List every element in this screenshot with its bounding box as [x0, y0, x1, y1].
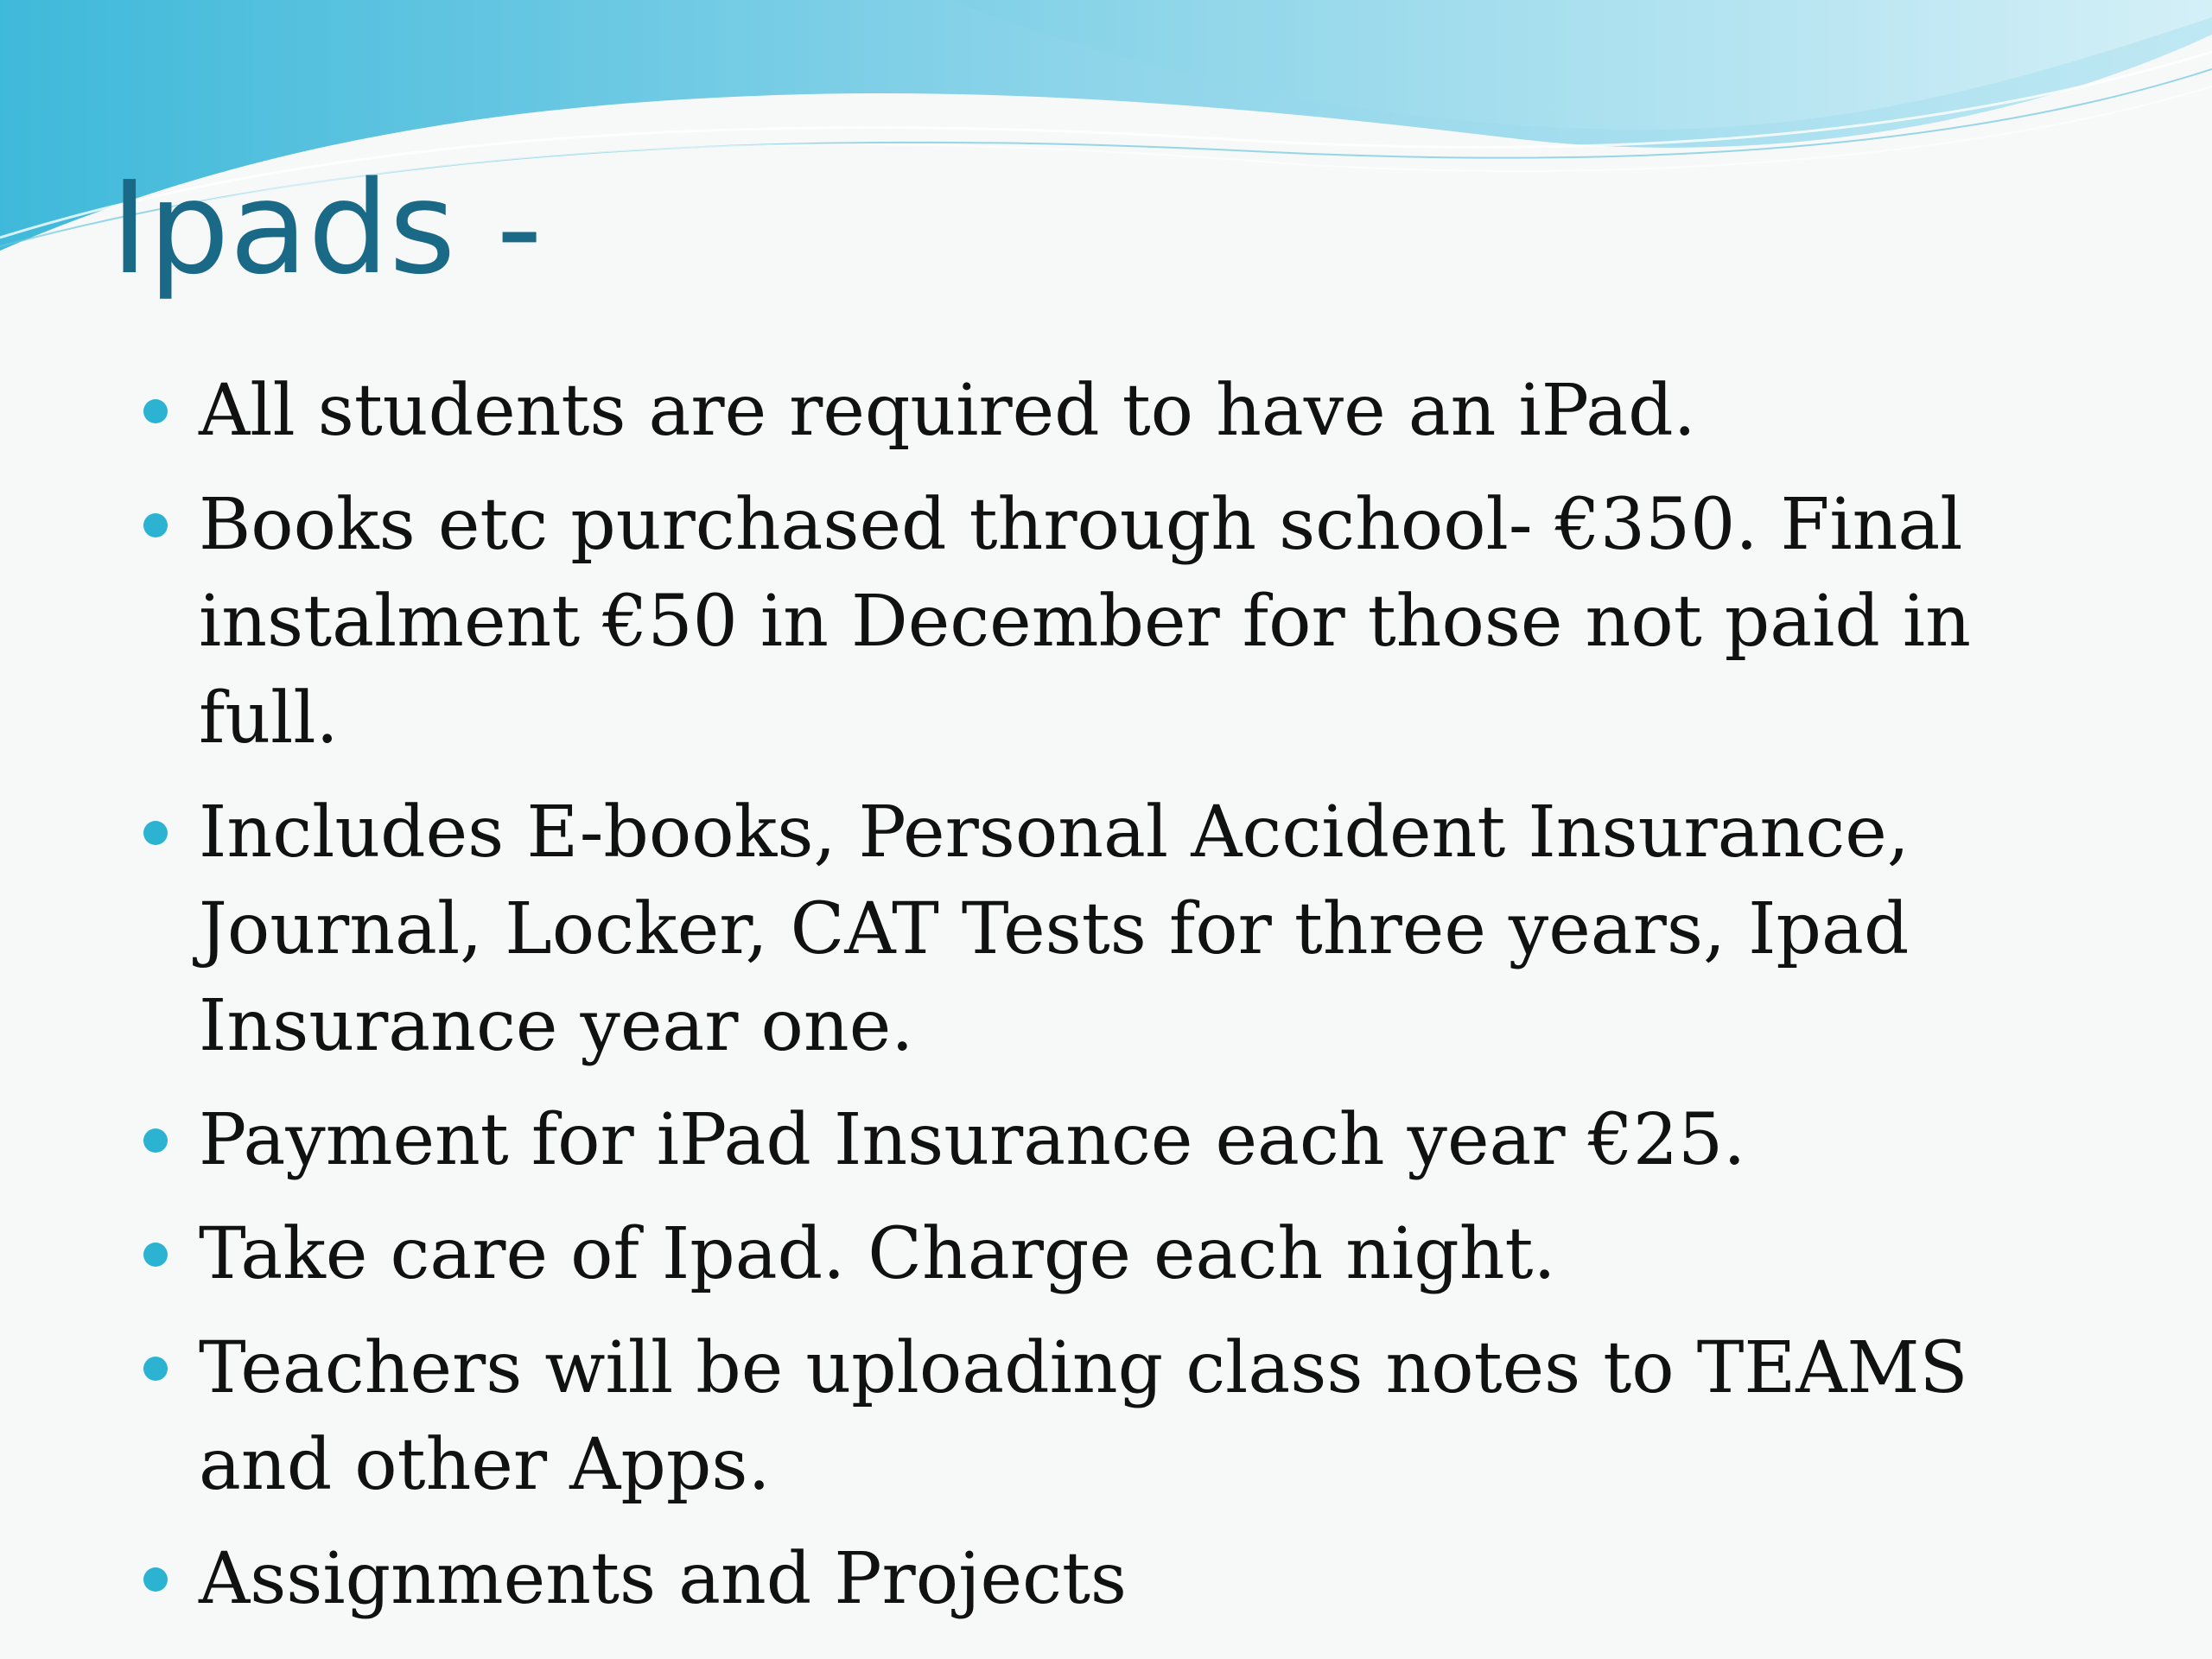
list-item: [138, 1092, 2091, 1189]
bullet-text: Payment for iPad Insurance each year €25.: [199, 1099, 1746, 1181]
bullet-icon: [143, 1567, 168, 1592]
list-item: [138, 1531, 2091, 1628]
bullet-icon: [143, 821, 168, 845]
bullet-icon: [143, 513, 168, 537]
list-item: [138, 363, 2091, 460]
bullet-list: [138, 363, 2091, 1645]
bullet-text: All students are required to have an iPad.: [199, 370, 1696, 452]
bullet-text: Includes E-books, Personal Accident Insurance, Journal, Locker, CAT Tests for three years, Ipad Insurance year one.: [199, 791, 1910, 1067]
list-item: [138, 1320, 2091, 1514]
list-item: [138, 1206, 2091, 1303]
slide-title: Ipads -: [111, 154, 543, 302]
bullet-text: Books etc purchased through school- €350. Final instalment €50 in December for those not paid in full.: [199, 484, 1971, 760]
bullet-icon: [143, 1128, 168, 1153]
list-item: [138, 785, 2091, 1075]
bullet-text: Teachers will be uploading class notes to TEAMS and other Apps.: [199, 1327, 1968, 1506]
bullet-icon: [143, 1243, 168, 1267]
bullet-text: Assignments and Projects: [199, 1538, 1128, 1620]
bullet-icon: [143, 1357, 168, 1381]
bullet-text: Take care of Ipad. Charge each night.: [199, 1213, 1556, 1295]
list-item: [138, 477, 2091, 767]
bullet-icon: [143, 399, 168, 423]
